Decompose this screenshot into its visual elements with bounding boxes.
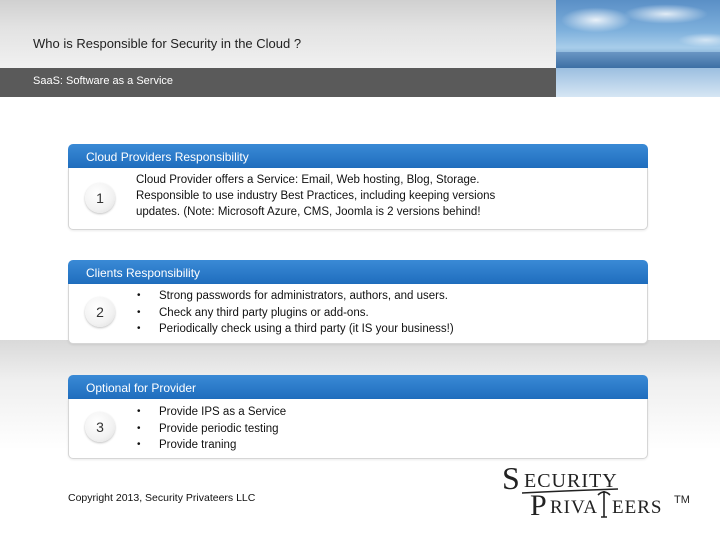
section-paragraph (136, 172, 636, 220)
copyright-text: Copyright 2013, Security Privateers LLC (68, 492, 256, 504)
paragraph-line: updates. (Note: Microsoft Azure, CMS, Joomla is 2 versions behind! (136, 206, 481, 218)
list-item (137, 421, 286, 438)
section-cloud-providers (68, 144, 648, 230)
bullet-list (137, 404, 286, 454)
sky-lower-image (556, 68, 720, 97)
bullet-icon: • (137, 406, 141, 417)
section-header-label: Cloud Providers Responsibility (86, 150, 249, 164)
security-privateers-logo (500, 463, 700, 523)
list-item (137, 437, 286, 454)
logo-line2-part: EERS (612, 497, 663, 518)
section-clients (68, 260, 648, 346)
section-header (68, 375, 648, 399)
list-item-text: Provide IPS as a Service (159, 406, 287, 418)
section-header (68, 260, 648, 284)
bullet-icon: • (137, 290, 141, 301)
list-item-text: Provide periodic testing (159, 422, 279, 435)
section-body (68, 284, 648, 344)
list-item (137, 288, 454, 305)
number-badge: 3 (85, 412, 115, 442)
logo-letter: P (530, 489, 547, 522)
bullet-icon: • (137, 323, 141, 334)
section-header-label: Optional for Provider (86, 381, 197, 395)
list-item-text: Provide traning (159, 439, 237, 451)
bullet-icon: • (137, 422, 141, 434)
title-bar (0, 0, 556, 68)
slide-subtitle: SaaS: Software as a Service (33, 75, 174, 87)
number-badge: 1 (85, 183, 115, 213)
logo-line2-part: RIVA (550, 497, 598, 518)
number-badge: 2 (85, 297, 115, 327)
list-item-text: Strong passwords for administrators, authors, and users. (159, 290, 448, 302)
paragraph-line: Cloud Provider offers a Service: Email, Web hosting, Blog, Storage. (136, 174, 480, 186)
bullet-icon: • (137, 439, 141, 450)
list-item (137, 404, 286, 421)
section-body (68, 399, 648, 459)
sea-image (556, 52, 720, 68)
list-item (137, 321, 454, 338)
list-item-text: Periodically check using a third party (it IS your business!) (159, 323, 454, 335)
section-header-label: Clients Responsibility (86, 266, 201, 280)
paragraph-line: Responsible to use industry Best Practices, including keeping versions (136, 190, 496, 202)
bullet-list (137, 288, 454, 338)
bullet-icon: • (137, 306, 141, 318)
list-item (137, 305, 454, 322)
section-body (68, 168, 648, 230)
logo-line1: ECURITY (524, 470, 618, 492)
sword-icon (598, 491, 610, 517)
list-item-text: Check any third party plugins or add-ons. (159, 306, 369, 319)
logo-letter: S (502, 463, 520, 496)
trademark-mark: TM (674, 494, 690, 506)
section-optional-provider (68, 375, 648, 461)
section-header (68, 144, 648, 168)
slide-title: Who is Responsible for Security in the Cloud ? (33, 36, 302, 51)
subtitle-bar (0, 68, 556, 97)
